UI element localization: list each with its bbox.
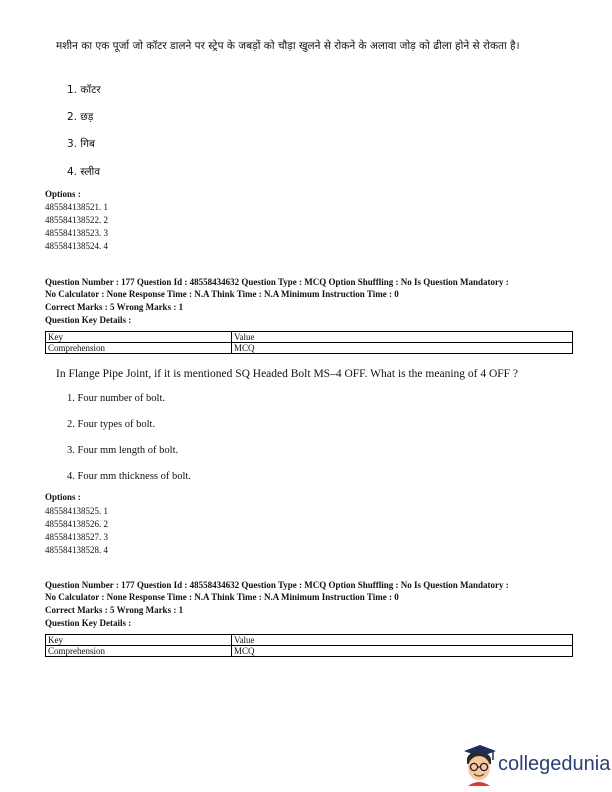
choice-2: 2. छड़ [67,111,94,123]
table-cell-key: Comprehension [46,343,232,354]
table-cell-key: Comprehension [46,646,232,657]
choice-2: 2. Four types of bolt. [67,419,156,430]
key-details-label: Question Key Details : [45,618,132,628]
option-id: 485584138526. 2 [45,519,108,529]
choice-3: 3. Four mm length of bolt. [67,445,179,456]
choice-1: 1. Four number of bolt. [67,393,165,404]
key-details-table [45,634,573,657]
table-cell-value: MCQ [232,646,573,657]
table-header-key: Key [46,635,232,646]
table-header-value: Value [232,635,573,646]
question-meta-line1: Question Number : 177 Question Id : 48558434632 Question Type : MCQ Option Shuffling : No Is Question Mandatory : [45,277,509,287]
table-header-value: Value [232,332,573,343]
choice-4: 4. स्लीव [67,166,101,178]
collegedunia-logo [458,742,611,786]
option-id: 485584138527. 3 [45,532,108,542]
table-row [46,635,573,646]
collegedunia-wordmark: collegedunia [498,753,611,775]
question-meta-line1: Question Number : 177 Question Id : 48558434632 Question Type : MCQ Option Shuffling : No Is Question Mandatory : [45,580,509,590]
table-row [46,646,573,657]
option-id: 485584138525. 1 [45,506,108,516]
marks-line: Correct Marks : 5 Wrong Marks : 1 [45,605,184,615]
table-cell-value: MCQ [232,343,573,354]
option-id: 485584138523. 3 [45,228,108,238]
choice-3: 3. गिब [67,138,95,150]
option-id: 485584138522. 2 [45,215,108,225]
key-details-table [45,331,573,354]
marks-line: Correct Marks : 5 Wrong Marks : 1 [45,302,184,312]
choice-1: 1. कॉटर [67,84,101,96]
question-text: In Flange Pipe Joint, if it is mentioned SQ Headed Bolt MS–4 OFF. What is the meaning of 4 OFF ? [56,368,519,380]
question-meta-line2: No Calculator : None Response Time : N.A Think Time : N.A Minimum Instruction Time : 0 [45,592,399,602]
table-row [46,332,573,343]
question-meta-line2: No Calculator : None Response Time : N.A Think Time : N.A Minimum Instruction Time : 0 [45,289,399,299]
option-id: 485584138528. 4 [45,545,108,555]
key-details-label: Question Key Details : [45,315,132,325]
table-row [46,343,573,354]
choice-4: 4. Four mm thickness of bolt. [67,471,191,482]
question-text-hindi: मशीन का एक पूर्जा जो कॉटर डालने पर स्ट्रेप के जबड़ों को चौड़ा खुलने से रोकने के अलावा जोड़ को ढीला होने से रोकता है। [56,40,520,52]
options-label: Options : [45,492,81,502]
option-id: 485584138524. 4 [45,241,108,251]
option-id: 485584138521. 1 [45,202,108,212]
table-header-key: Key [46,332,232,343]
graduate-mascot-icon [458,742,498,786]
options-label: Options : [45,189,81,199]
